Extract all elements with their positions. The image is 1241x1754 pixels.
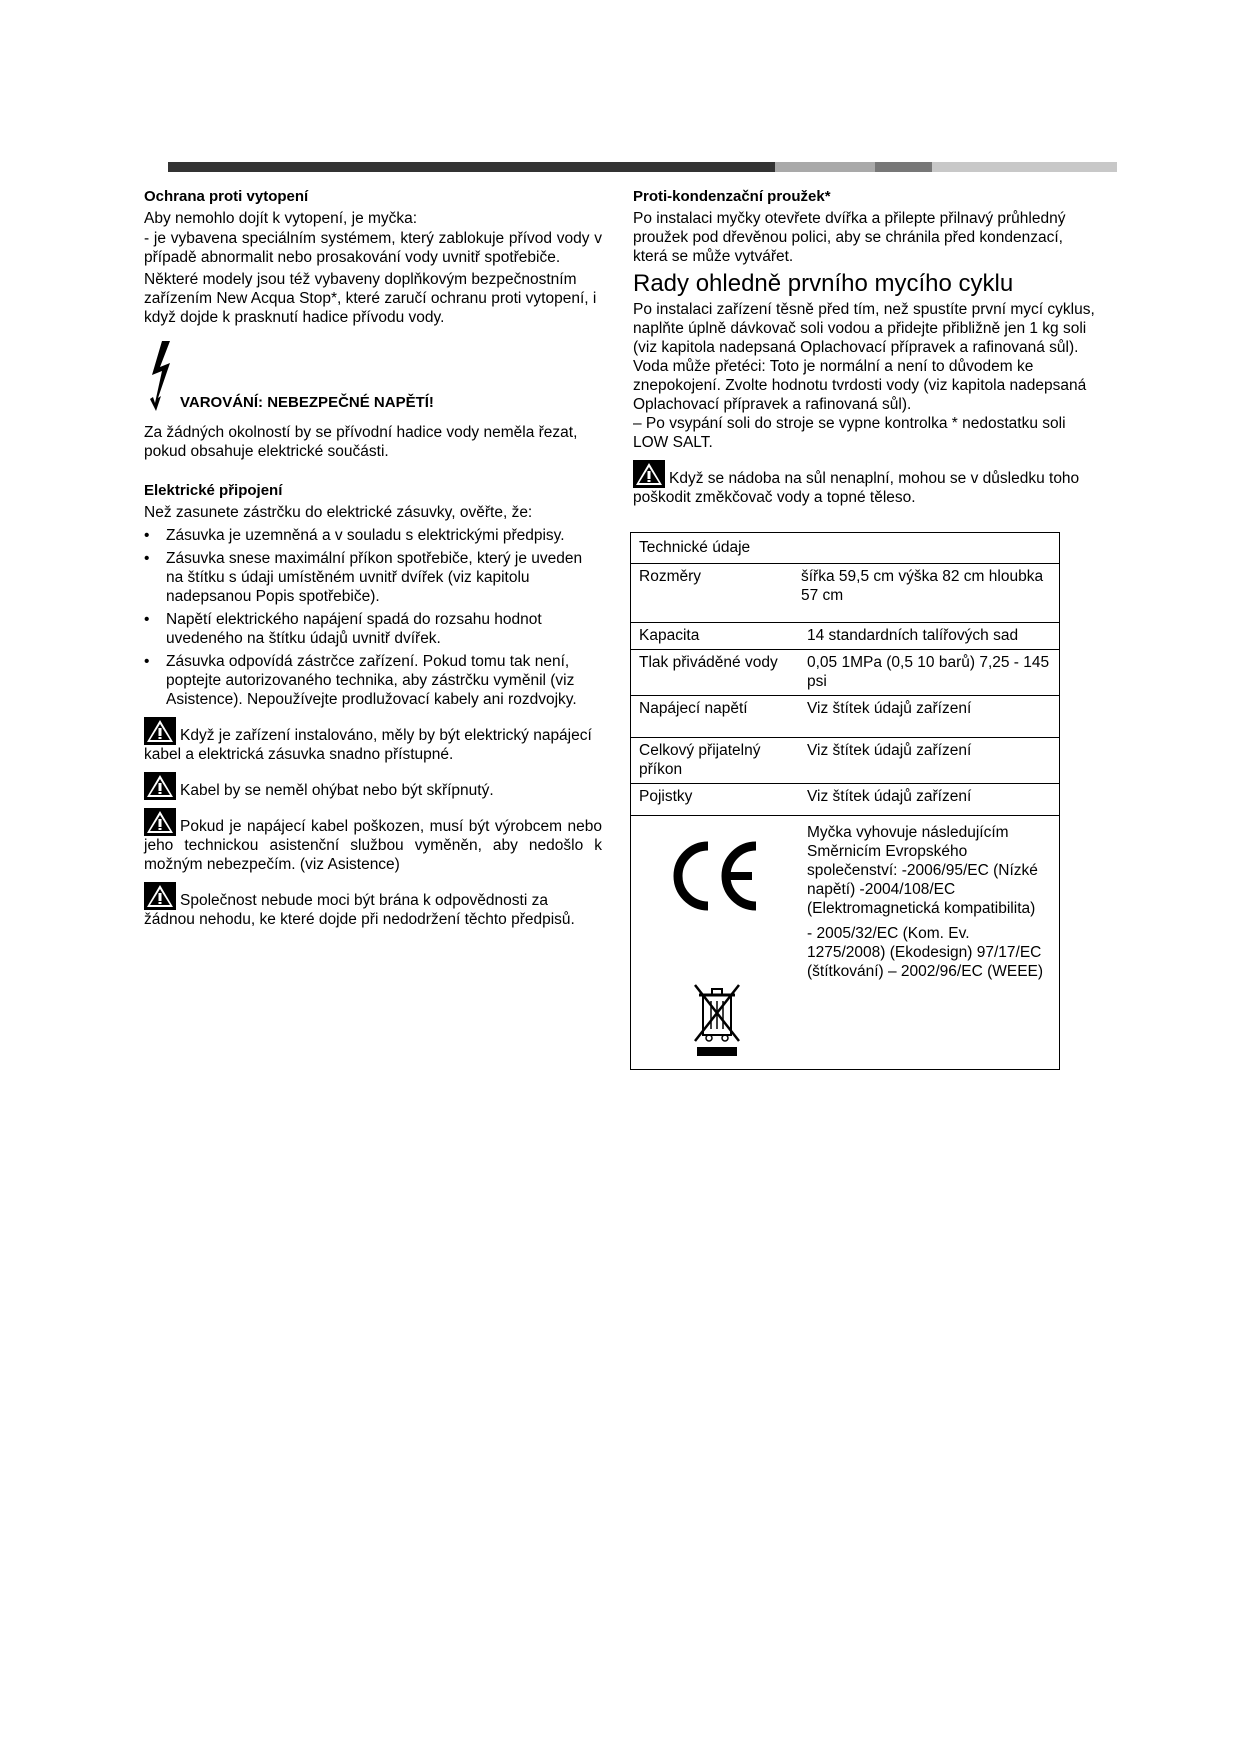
electric-heading: Elektrické připojení bbox=[144, 482, 283, 499]
table-header: Technické údaje bbox=[639, 539, 751, 556]
table-label: Kapacita bbox=[631, 623, 796, 650]
table-row bbox=[631, 564, 1060, 623]
warning-icon bbox=[144, 772, 176, 800]
voltage-warning bbox=[144, 345, 602, 411]
warning-text: Společnost nebude moci být brána k odpovědnosti za žádnou nehodu, ke které dojde při nedodržení těchto předpisů. bbox=[144, 892, 575, 928]
warning-text: Pokud je napájecí kabel poškozen, musí být výrobcem nebo jeho technickou asistenční službou vyměněn, aby nedošlo k možným nebezpečím. (viz Asistence) bbox=[144, 818, 602, 873]
table-row bbox=[631, 696, 1060, 738]
table-label: Napájecí napětí bbox=[631, 696, 796, 738]
electric-intro: Než zasunete zástrčku do elektrické zásuvky, ověřte, že: bbox=[144, 504, 533, 521]
first-cycle-title: Rady ohledně prvního mycího cyklu bbox=[633, 270, 1014, 297]
warning-note bbox=[144, 882, 602, 929]
voltage-text: Za žádných okolností by se přívodní hadice vody neměla řezat, pokud obsahuje elektrické součásti. bbox=[144, 424, 578, 460]
ce-mark-icon bbox=[664, 836, 764, 916]
left-column bbox=[144, 187, 602, 929]
warning-note bbox=[144, 717, 602, 764]
flood-heading: Ochrana proti vytopení bbox=[144, 188, 309, 205]
voltage-label: VAROVÁNÍ: NEBEZPEČNÉ NAPĚTÍ! bbox=[180, 394, 434, 411]
compliance-row bbox=[631, 816, 1060, 1070]
first-cycle-text: Po instalaci zařízení těsně před tím, než spustíte první mycí cyklus, naplňte úplně dávkovač soli vodou a přidejte přibližně jen 1 kg soli (viz kapitola nadepsaná Oplachovací přípravek a rafinovaná sůl). Voda může přetéci: Toto je normální a není to důvodem ke znepokojení. Zvolte hodnotu tvrdosti vody (viz kapitola nadepsaná Oplachovací přípravek a rafinovaná sůl). bbox=[633, 301, 1095, 413]
warning-icon bbox=[144, 717, 176, 745]
warning-text: Kabel by se neměl ohýbat nebo být skřípnutý. bbox=[180, 782, 494, 799]
list-item: • Zásuvka snese maximální příkon spotřebiče, který je uveden na štítku s údaji umístěném uvnitř dvířek (viz kapitolu nadepsanou Popis spotřebiče). bbox=[144, 549, 602, 606]
warning-icon bbox=[144, 882, 176, 910]
table-label: Celkový přijatelný příkon bbox=[631, 738, 796, 784]
table-value: 14 standardních talířových sad bbox=[795, 623, 1060, 650]
table-label: Tlak přiváděné vody bbox=[631, 650, 796, 696]
compliance-text-2: - 2005/32/EC (Kom. Ev. 1275/2008) (Ekodesign) 97/17/EC (štítkování) – 2002/96/EC (WEEE) bbox=[807, 925, 1044, 980]
table-value: 0,05 1MPa (0,5 10 barů) 7,25 - 145 psi bbox=[795, 650, 1060, 696]
header-bar-gray bbox=[875, 162, 932, 172]
table-row bbox=[631, 784, 1060, 816]
electric-checklist bbox=[144, 526, 602, 709]
table-label: Pojistky bbox=[631, 784, 796, 816]
weee-crossed-bin-icon bbox=[689, 981, 745, 1057]
marks-cell bbox=[631, 816, 796, 1070]
compliance-text-1: Myčka vyhovuje následujícím Směrnicím Evropského společenství: -2006/95/EC (Nízké napětí) -2004/108/EC (Elektromagnetická kompatibilita) bbox=[807, 824, 1038, 917]
table-label: Rozměry bbox=[631, 564, 796, 623]
warning-note bbox=[144, 772, 602, 800]
right-column bbox=[633, 187, 1095, 507]
table-header-row bbox=[631, 533, 1060, 564]
warning-text: Když je zařízení instalováno, měly by být elektrický napájecí kabel a elektrická zásuvka snadno přístupné. bbox=[144, 727, 592, 763]
flood-intro: Aby nemohlo dojít k vytopení, je myčka: bbox=[144, 210, 418, 227]
table-value: Viz štítek údajů zařízení bbox=[795, 696, 1060, 738]
header-bar-light bbox=[932, 162, 1117, 172]
salt-warning bbox=[633, 460, 1095, 507]
table-row bbox=[631, 623, 1060, 650]
flood-para: Některé modely jsou též vybaveny doplňkovým bezpečnostním zařízením New Acqua Stop*, které zaručí ochranu proti vytopení, i když dojde k prasknutí hadice přívodu vody. bbox=[144, 271, 597, 326]
warning-note bbox=[144, 808, 602, 874]
table-row bbox=[631, 738, 1060, 784]
header-bar-mid bbox=[775, 162, 875, 172]
list-item: • Zásuvka odpovídá zástrčce zařízení. Pokud tomu tak není, poptejte autorizovaného technika, aby zástrčku vyměnil (viz Asistence). Nepoužívejte prodlužovací kabely ani rozdvojky. bbox=[144, 652, 602, 709]
table-row bbox=[631, 650, 1060, 696]
strip-heading: Proti-kondenzační proužek* bbox=[633, 188, 831, 205]
list-item: • Napětí elektrického napájení spadá do rozsahu hodnot uvedeného na štítku údajů uvnitř dvířek. bbox=[144, 610, 602, 648]
first-cycle-text-2: – Po vsypání soli do stroje se vypne kontrolka * nedostatku soli LOW SALT. bbox=[633, 415, 1066, 451]
flood-bullet: - je vybavena speciálním systémem, který zablokuje přívod vody v případě abnormalit nebo prosakování vody uvnitř spotřebiče. bbox=[144, 230, 602, 266]
warning-icon bbox=[633, 460, 665, 488]
technical-data-table bbox=[630, 532, 1060, 1070]
table-value: šířka 59,5 cm výška 82 cm hloubka 57 cm bbox=[795, 564, 1060, 623]
header-bar-dark bbox=[168, 162, 775, 172]
warning-text: Když se nádoba na sůl nenaplní, mohou se v důsledku toho poškodit změkčovač vody a topné těleso. bbox=[633, 470, 1080, 506]
compliance-cell bbox=[795, 816, 1060, 1070]
strip-text: Po instalaci myčky otevřete dvířka a přilepte přilnavý průhledný proužek pod dřevěnou polici, aby se chránila před kondenzací, která se může vytvářet. bbox=[633, 210, 1066, 265]
table-value: Viz štítek údajů zařízení bbox=[795, 738, 1060, 784]
warning-icon bbox=[144, 808, 176, 836]
table-value: Viz štítek údajů zařízení bbox=[795, 784, 1060, 816]
lightning-bolt-icon bbox=[148, 341, 178, 411]
list-item: • Zásuvka je uzemněná a v souladu s elektrickými předpisy. bbox=[144, 526, 602, 545]
